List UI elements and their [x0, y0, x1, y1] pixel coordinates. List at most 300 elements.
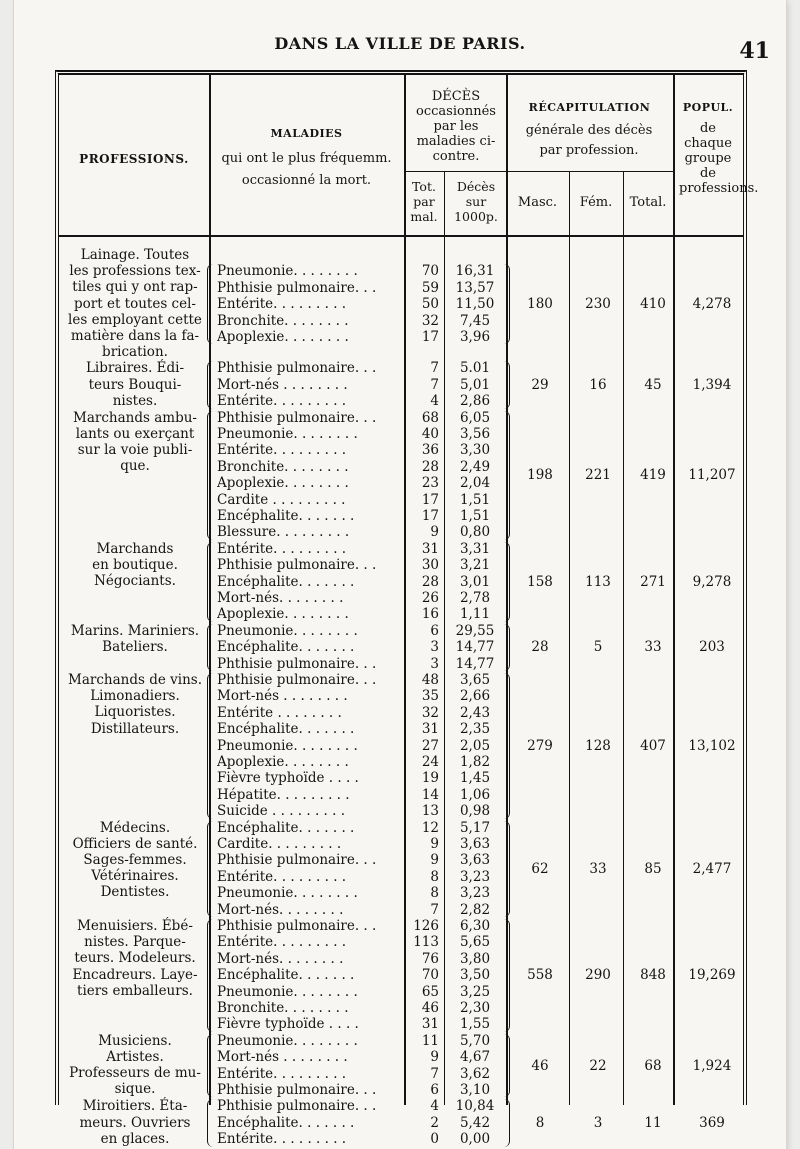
profession-line: Officiers de santé.	[72, 835, 198, 852]
recap-fem: 16	[589, 377, 607, 393]
disease-rate: 2,86	[459, 393, 491, 410]
disease-name: Pneumonie. . . . . . . .	[217, 1032, 358, 1049]
profession-line: Professeurs de mu-	[69, 1065, 201, 1082]
disease-rate: 4,67	[459, 1049, 491, 1066]
profession-line: tiers emballeurs.	[77, 982, 193, 999]
disease-rate: 5,17	[459, 819, 491, 836]
table-row	[59, 1115, 509, 1131]
page-number: 41	[739, 38, 770, 64]
disease-name: Encéphalite. . . . . . .	[217, 573, 355, 590]
table-row	[59, 393, 509, 409]
recap-popul: 4,278	[692, 296, 732, 313]
table-row	[59, 475, 509, 491]
disease-rate: 2,66	[459, 688, 491, 705]
header-maladies-sub1: qui ont le plus fréquemm.	[221, 151, 392, 166]
recap-popul: 9,278	[692, 573, 732, 590]
disease-total: 2	[430, 1114, 439, 1131]
header-deces: DÉCÈS occasionnés par les maladies ci-contre.	[416, 89, 496, 164]
table-row	[59, 574, 509, 590]
table-row	[59, 508, 509, 524]
recap-masc: 28	[531, 639, 549, 656]
profession-line: Encadreurs. Laye-	[72, 966, 198, 983]
profession-line: Marchands ambu-	[73, 409, 197, 426]
disease-total: 9	[430, 1049, 439, 1066]
disease-name: Pneumonie. . . . . . . .	[217, 737, 358, 754]
recap-popul: 11,207	[688, 467, 736, 484]
profession-line: teurs Bouqui-	[88, 376, 182, 393]
disease-rate: 7,45	[459, 312, 491, 329]
disease-name: Apoplexie. . . . . . . .	[217, 754, 349, 770]
header-popul: POPUL.	[682, 101, 734, 114]
recap-masc: 279	[527, 737, 553, 754]
disease-total: 36	[421, 442, 439, 459]
disease-total: 9	[430, 836, 439, 852]
disease-rate: 3,30	[459, 442, 491, 459]
disease-total: 31	[421, 1016, 439, 1033]
disease-total: 70	[421, 263, 439, 280]
disease-total: 65	[421, 983, 439, 1000]
disease-rate: 2,43	[459, 704, 491, 721]
table-row	[59, 606, 509, 622]
disease-name: Pneumonie. . . . . . . .	[217, 622, 358, 639]
disease-rate: 5,01	[459, 376, 491, 393]
disease-rate: 3,80	[459, 950, 491, 967]
profession-line: meurs. Ouvriers	[79, 1114, 191, 1131]
disease-total: 4	[430, 393, 439, 410]
profession-line: en boutique.	[92, 557, 178, 573]
disease-rate: 3,23	[459, 885, 491, 902]
disease-name: Apoplexie. . . . . . . .	[217, 606, 349, 623]
profession-line: Libraires. Édi-	[85, 360, 185, 377]
disease-total: 30	[421, 557, 439, 574]
profession-line: lants ou exerçant	[75, 425, 195, 442]
profession-line: Artistes.	[106, 1049, 164, 1065]
recap-fem: 290	[585, 967, 611, 984]
disease-rate: 14,77	[455, 639, 495, 656]
disease-total: 28	[421, 458, 439, 475]
recap-total: 410	[640, 296, 666, 313]
disease-rate: 3,25	[459, 983, 491, 1000]
table-row	[59, 770, 509, 786]
disease-total: 32	[421, 312, 439, 329]
disease-name: Mort-nés. . . . . . . .	[217, 950, 344, 967]
disease-rate: 5,42	[459, 1114, 491, 1131]
recap-masc: 558	[527, 967, 553, 984]
disease-total: 4	[430, 1098, 439, 1115]
table-row	[59, 656, 509, 672]
disease-total: 9	[430, 852, 439, 869]
disease-rate: 3,56	[459, 426, 491, 442]
table-row	[59, 377, 509, 393]
disease-rate: 2,05	[459, 737, 491, 754]
disease-total: 31	[421, 540, 439, 557]
recap-total: 407	[640, 737, 666, 754]
table-row	[59, 623, 509, 639]
disease-rate: 11,50	[455, 296, 495, 313]
table-row	[59, 1000, 509, 1016]
recap-popul: 19,269	[688, 967, 736, 984]
disease-rate: 0,80	[459, 524, 491, 541]
disease-name: Mort-nés . . . . . . . .	[217, 1049, 348, 1066]
profession-line: Vétérinaires.	[91, 868, 179, 885]
disease-name: Encéphalite. . . . . . .	[217, 639, 355, 656]
disease-name: Mort-nés. . . . . . . .	[217, 901, 344, 918]
header-rule	[59, 235, 743, 237]
recap-masc: 29	[531, 377, 549, 393]
disease-name: Encéphalite. . . . . . .	[217, 508, 355, 524]
disease-name: Mort-nés . . . . . . . .	[217, 688, 348, 705]
disease-total: 17	[421, 508, 439, 524]
profession-line: Marchands	[96, 540, 174, 557]
disease-rate: 2,49	[459, 458, 491, 475]
disease-total: 24	[421, 754, 439, 770]
table-row	[59, 918, 509, 934]
disease-rate: 3,96	[459, 329, 491, 345]
disease-rate: 3,01	[459, 573, 491, 590]
recap-popul: 369	[699, 1115, 725, 1131]
table-row	[59, 263, 509, 279]
table-row	[59, 1098, 509, 1114]
disease-rate: 0,98	[459, 803, 491, 820]
disease-name: Bronchite. . . . . . . .	[217, 312, 349, 329]
header-total: Total.	[629, 195, 667, 210]
disease-total: 28	[421, 573, 439, 590]
profession-line: les employant cette	[68, 311, 202, 328]
recap-popul: 203	[699, 639, 725, 656]
table-row	[59, 492, 509, 508]
disease-total: 9	[430, 524, 439, 541]
table-row	[59, 1066, 509, 1082]
disease-rate: 6,30	[459, 918, 491, 934]
disease-name: Fièvre typhoïde . . . .	[217, 1016, 359, 1033]
disease-total: 48	[421, 672, 439, 688]
profession-line: Miroitiers. Éta-	[82, 1098, 188, 1115]
profession-line: Musiciens.	[98, 1032, 172, 1049]
table-row	[59, 1082, 509, 1098]
disease-rate: 2,82	[459, 901, 491, 918]
recap-total: 11	[644, 1115, 662, 1131]
table-row	[59, 688, 509, 704]
table-row	[59, 852, 509, 868]
disease-total: 76	[421, 950, 439, 967]
table-row	[59, 885, 509, 901]
disease-total: 8	[430, 885, 439, 902]
disease-rate: 3,23	[459, 868, 491, 885]
disease-total: 17	[421, 491, 439, 508]
profession-line: nistes.	[112, 392, 158, 409]
disease-name: Phthisie pulmonaire. . .	[217, 1098, 377, 1115]
disease-name: Cardite. . . . . . . . .	[217, 836, 342, 852]
disease-name: Apoplexie. . . . . . . .	[217, 329, 349, 345]
recap-fem: 230	[585, 296, 611, 313]
disease-rate: 1,82	[459, 754, 491, 770]
table-row	[59, 541, 509, 557]
recap-total: 848	[640, 967, 666, 984]
table-row	[59, 754, 509, 770]
profession-line: que.	[120, 458, 150, 475]
table-row	[59, 738, 509, 754]
disease-rate: 1,51	[459, 491, 491, 508]
table-row	[59, 984, 509, 1000]
disease-total: 0	[430, 1131, 439, 1148]
disease-name: Phthisie pulmonaire. . .	[217, 852, 377, 869]
disease-rate: 1,51	[459, 508, 491, 524]
table-row	[59, 1049, 509, 1065]
disease-name: Mort-nés. . . . . . . .	[217, 590, 344, 606]
profession-line: Menuisiers. Ébé-	[77, 918, 193, 934]
disease-total: 3	[430, 639, 439, 656]
disease-total: 11	[421, 1032, 439, 1049]
disease-rate: 3,50	[459, 967, 491, 984]
disease-name: Pneumonie. . . . . . . .	[217, 426, 358, 442]
disease-name: Entérite. . . . . . . . .	[217, 540, 347, 557]
recap-fem: 3	[593, 1115, 603, 1131]
disease-name: Hépatite. . . . . . . . .	[217, 786, 350, 803]
disease-name: Encéphalite. . . . . . .	[217, 721, 355, 738]
disease-name: Entérite. . . . . . . . .	[217, 442, 347, 459]
recap-fem: 5	[593, 639, 603, 656]
disease-rate: 6,05	[459, 409, 491, 426]
disease-name: Phthisie pulmonaire. . .	[217, 1082, 377, 1098]
profession-line: brication.	[102, 344, 168, 361]
profession-line: Négociants.	[94, 573, 176, 590]
recap-total: 45	[644, 377, 662, 393]
header-subrule	[404, 171, 673, 172]
disease-name: Encéphalite. . . . . . .	[217, 819, 355, 836]
table-row	[59, 280, 509, 296]
disease-name: Phthisie pulmonaire. . .	[217, 672, 377, 688]
disease-total: 6	[430, 1082, 439, 1098]
recap-total: 33	[644, 639, 662, 656]
disease-name: Phthisie pulmonaire. . .	[217, 409, 377, 426]
disease-rate: 10,84	[455, 1098, 495, 1115]
disease-name: Pneumonie. . . . . . . .	[217, 885, 358, 902]
disease-total: 113	[413, 934, 439, 951]
disease-total: 7	[430, 901, 439, 918]
table-row	[59, 705, 509, 721]
recap-masc: 180	[527, 296, 553, 313]
disease-name: Entérite. . . . . . . . .	[217, 868, 347, 885]
disease-rate: 2,35	[459, 721, 491, 738]
recap-popul: 13,102	[688, 737, 736, 754]
table-row	[59, 787, 509, 803]
recap-total: 68	[644, 1057, 662, 1074]
disease-total: 8	[430, 868, 439, 885]
recap-masc: 46	[531, 1057, 549, 1074]
mortality-table	[55, 70, 759, 1148]
table-row	[59, 524, 509, 540]
profession-line: les professions tex-	[69, 263, 201, 280]
disease-rate: 3,10	[459, 1082, 491, 1098]
disease-rate: 3,65	[459, 672, 491, 688]
disease-total: 7	[430, 360, 439, 377]
disease-total: 40	[421, 426, 439, 442]
table-row	[59, 296, 509, 312]
disease-name: Cardite . . . . . . . . .	[217, 491, 346, 508]
recap-fem: 33	[589, 860, 607, 877]
recap-popul: 1,394	[692, 377, 732, 393]
disease-total: 32	[421, 704, 439, 721]
table-row	[59, 313, 509, 329]
disease-rate: 0,00	[459, 1131, 491, 1148]
disease-total: 17	[421, 329, 439, 345]
disease-name: Encéphalite. . . . . . .	[217, 967, 355, 984]
profession-line: en glaces.	[100, 1130, 170, 1147]
recap-fem: 22	[589, 1057, 607, 1074]
table-row	[59, 934, 509, 950]
disease-name: Entérite. . . . . . . . .	[217, 934, 347, 951]
disease-total: 126	[413, 918, 439, 934]
table-row	[59, 721, 509, 737]
recap-popul: 2,477	[692, 860, 732, 877]
recap-masc: 158	[527, 573, 553, 590]
table-row	[59, 639, 509, 655]
profession-line: tiles qui y ont rap-	[72, 279, 198, 296]
recap-masc: 8	[535, 1115, 545, 1131]
header-popul-sub: de chaque groupe de professions.	[679, 121, 759, 196]
disease-rate: 3,21	[459, 557, 491, 574]
disease-name: Pneumonie. . . . . . . .	[217, 983, 358, 1000]
profession-line: Sages-femmes.	[83, 852, 187, 868]
header-recap: RÉCAPITULATION	[528, 101, 651, 114]
profession-line: Distillateurs.	[90, 720, 180, 737]
disease-total: 13	[421, 803, 439, 820]
disease-name: Apoplexie. . . . . . . .	[217, 475, 349, 492]
disease-total: 70	[421, 967, 439, 984]
disease-rate: 5,70	[459, 1032, 491, 1049]
profession-line: Liquoristes.	[94, 704, 176, 721]
disease-rate: 14,77	[455, 655, 495, 672]
disease-total: 50	[421, 296, 439, 313]
disease-rate: 29,55	[455, 622, 495, 639]
table-row	[59, 329, 509, 345]
disease-name: Phthisie pulmonaire. . .	[217, 360, 377, 377]
table-row	[59, 902, 509, 918]
header-masc: Masc.	[517, 195, 558, 210]
table-row	[59, 1131, 509, 1147]
disease-total: 23	[421, 475, 439, 492]
table-row	[59, 410, 509, 426]
disease-name: Pneumonie. . . . . . . .	[217, 263, 358, 280]
header-maladies: MALADIES	[270, 127, 343, 140]
column-divider	[673, 75, 675, 1105]
table-row	[59, 426, 509, 442]
disease-name: Entérite. . . . . . . . .	[217, 393, 347, 410]
recap-fem: 221	[585, 467, 611, 484]
disease-name: Encéphalite. . . . . . .	[217, 1114, 355, 1131]
table-row	[59, 869, 509, 885]
disease-rate: 1,06	[459, 786, 491, 803]
disease-rate: 5,65	[459, 934, 491, 951]
header-fem: Fém.	[579, 195, 613, 210]
disease-total: 31	[421, 721, 439, 738]
disease-name: Phthisie pulmonaire. . .	[217, 918, 377, 934]
disease-total: 7	[430, 1065, 439, 1082]
header-professions: PROFESSIONS.	[79, 152, 189, 166]
profession-line: Médecins.	[99, 819, 171, 836]
disease-total: 19	[421, 770, 439, 787]
disease-rate: 2,04	[459, 475, 491, 492]
profession-line: sur la voie publi-	[77, 442, 193, 458]
disease-rate: 2,78	[459, 590, 491, 606]
recap-fem: 128	[585, 737, 611, 754]
disease-name: Blessure. . . . . . . . .	[217, 524, 350, 541]
profession-line: port et toutes cel-	[74, 295, 196, 312]
recap-masc: 198	[527, 467, 553, 484]
disease-name: Phthisie pulmonaire. . .	[217, 557, 377, 574]
disease-name: Entérite . . . . . . . .	[217, 704, 342, 721]
disease-rate: 2,30	[459, 1000, 491, 1016]
disease-total: 46	[421, 1000, 439, 1016]
disease-name: Mort-nés . . . . . . . .	[217, 376, 348, 393]
disease-name: Entérite. . . . . . . . .	[217, 1131, 347, 1148]
header-deces-sur: Décès sur 1000p.	[454, 179, 498, 224]
table-row	[59, 1033, 509, 1049]
disease-rate: 3,62	[459, 1065, 491, 1082]
disease-rate: 1,55	[459, 1016, 491, 1033]
disease-name: Bronchite. . . . . . . .	[217, 458, 349, 475]
table-row	[59, 672, 509, 688]
profession-line: matière dans la fa-	[70, 328, 200, 345]
disease-total: 27	[421, 737, 439, 754]
disease-rate: 1,11	[459, 606, 491, 623]
recap-popul: 1,924	[692, 1057, 732, 1074]
table-row	[59, 360, 509, 376]
disease-name: Entérite. . . . . . . . .	[217, 296, 347, 313]
recap-total: 271	[640, 573, 666, 590]
profession-line: Lainage. Toutes	[80, 247, 190, 263]
profession-line: Limonadiers.	[90, 688, 180, 705]
disease-total: 26	[421, 590, 439, 606]
recap-total: 419	[640, 467, 666, 484]
table-row	[59, 967, 509, 983]
recap-fem: 113	[585, 573, 611, 590]
disease-total: 7	[430, 376, 439, 393]
header-maladies-sub2: occasionné la mort.	[241, 173, 372, 188]
disease-rate: 1,45	[459, 770, 491, 787]
disease-total: 35	[421, 688, 439, 705]
disease-rate: 3,63	[459, 852, 491, 869]
disease-name: Phthisie pulmonaire. . .	[217, 279, 377, 296]
profession-line: Bateliers.	[102, 639, 168, 655]
disease-total: 3	[430, 655, 439, 672]
table-row	[59, 1016, 509, 1032]
profession-line: sique.	[114, 1081, 156, 1098]
profession-line: nistes. Parque-	[84, 934, 186, 951]
disease-total: 16	[421, 606, 439, 623]
header-recap-sub: générale des décès par profession.	[525, 123, 653, 158]
disease-name: Suicide . . . . . . . . .	[217, 803, 346, 820]
disease-total: 68	[421, 409, 439, 426]
running-head: DANS LA VILLE DE PARIS.	[274, 34, 526, 53]
disease-name: Fièvre typhoïde . . . .	[217, 770, 359, 787]
recap-masc: 62	[531, 860, 549, 877]
table-row	[59, 442, 509, 458]
profession-line: teurs. Modeleurs.	[74, 950, 196, 967]
disease-rate: 3,31	[459, 540, 491, 557]
disease-rate: 3,63	[459, 836, 491, 852]
disease-name: Bronchite. . . . . . . .	[217, 1000, 349, 1016]
table-row	[59, 803, 509, 819]
disease-name: Entérite. . . . . . . . .	[217, 1065, 347, 1082]
table-row	[59, 836, 509, 852]
header-tot: Tot. par mal.	[410, 179, 438, 224]
table-row	[59, 557, 509, 573]
disease-total: 6	[430, 622, 439, 639]
disease-rate: 5.01	[459, 360, 491, 377]
profession-line: Marchands de vins.	[68, 672, 202, 688]
disease-total: 59	[421, 279, 439, 296]
